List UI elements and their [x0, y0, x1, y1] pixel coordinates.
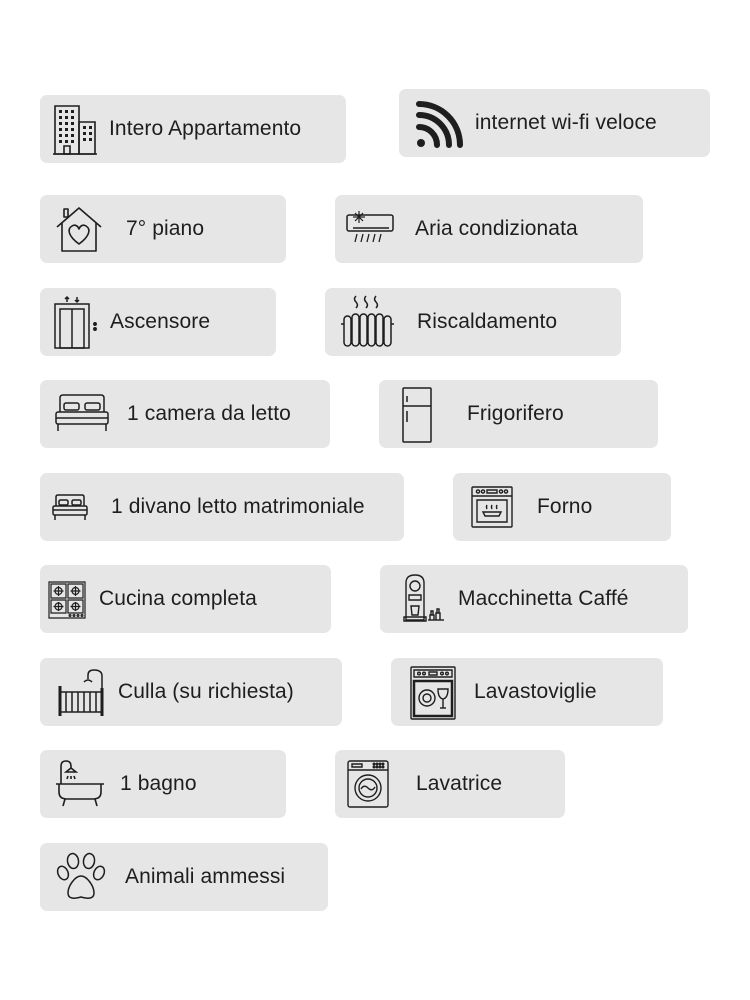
wifi-icon	[415, 100, 465, 150]
amenity-label: internet wi-fi veloce	[475, 111, 657, 134]
amenity-bathroom	[40, 750, 286, 818]
amenity-whole-apartment	[40, 95, 346, 163]
amenity-label: 1 camera da letto	[127, 402, 291, 425]
amenity-label: Forno	[537, 495, 593, 518]
coffee-machine-icon	[400, 573, 448, 623]
amenity-label: Intero Appartamento	[109, 117, 302, 140]
amenity-elevator	[40, 288, 276, 356]
radiator-icon	[340, 294, 398, 350]
amenity-label: 1 divano letto matrimoniale	[111, 495, 365, 518]
amenity-label: Cucina completa	[99, 587, 257, 610]
stove-icon	[48, 581, 86, 619]
amenity-label: 1 bagno	[120, 772, 197, 795]
fridge-icon	[399, 386, 435, 444]
elevator-icon	[52, 296, 100, 350]
amenity-air-conditioning	[335, 195, 643, 263]
amenity-label: Culla (su richiesta)	[118, 680, 294, 703]
amenity-label: 7° piano	[126, 217, 205, 240]
bathtub-icon	[54, 758, 106, 810]
crib-icon	[56, 668, 106, 718]
double-bed-icon	[54, 392, 110, 434]
amenity-fridge	[379, 380, 658, 448]
amenity-kitchen	[40, 565, 331, 633]
amenity-crib	[40, 658, 342, 726]
amenity-label: Macchinetta Caffé	[458, 587, 629, 610]
oven-icon	[470, 485, 514, 529]
dishwasher-icon	[409, 665, 457, 721]
amenity-label: Lavatrice	[416, 772, 503, 795]
sofa-bed-icon	[51, 493, 89, 523]
amenity-coffee-machine	[380, 565, 688, 633]
building-icon	[52, 104, 98, 156]
amenity-oven	[453, 473, 671, 541]
air-conditioner-icon	[345, 209, 395, 245]
amenity-label: Aria condizionata	[415, 217, 578, 240]
amenity-washing-machine	[335, 750, 565, 818]
amenity-label: Riscaldamento	[417, 310, 558, 333]
amenity-sofa-bed	[40, 473, 404, 541]
amenity-dishwasher	[391, 658, 663, 726]
paw-icon	[55, 852, 107, 902]
amenity-label: Lavastoviglie	[474, 680, 597, 703]
washing-machine-icon	[346, 759, 390, 809]
house-heart-icon	[54, 205, 104, 253]
amenity-label: Animali ammessi	[125, 865, 286, 888]
amenity-label: Frigorifero	[467, 402, 564, 425]
amenity-label: Ascensore	[110, 310, 211, 333]
amenity-floor	[40, 195, 286, 263]
amenity-wifi	[399, 89, 710, 157]
amenity-pets	[40, 843, 328, 911]
amenity-heating	[325, 288, 621, 356]
amenity-bedroom	[40, 380, 330, 448]
